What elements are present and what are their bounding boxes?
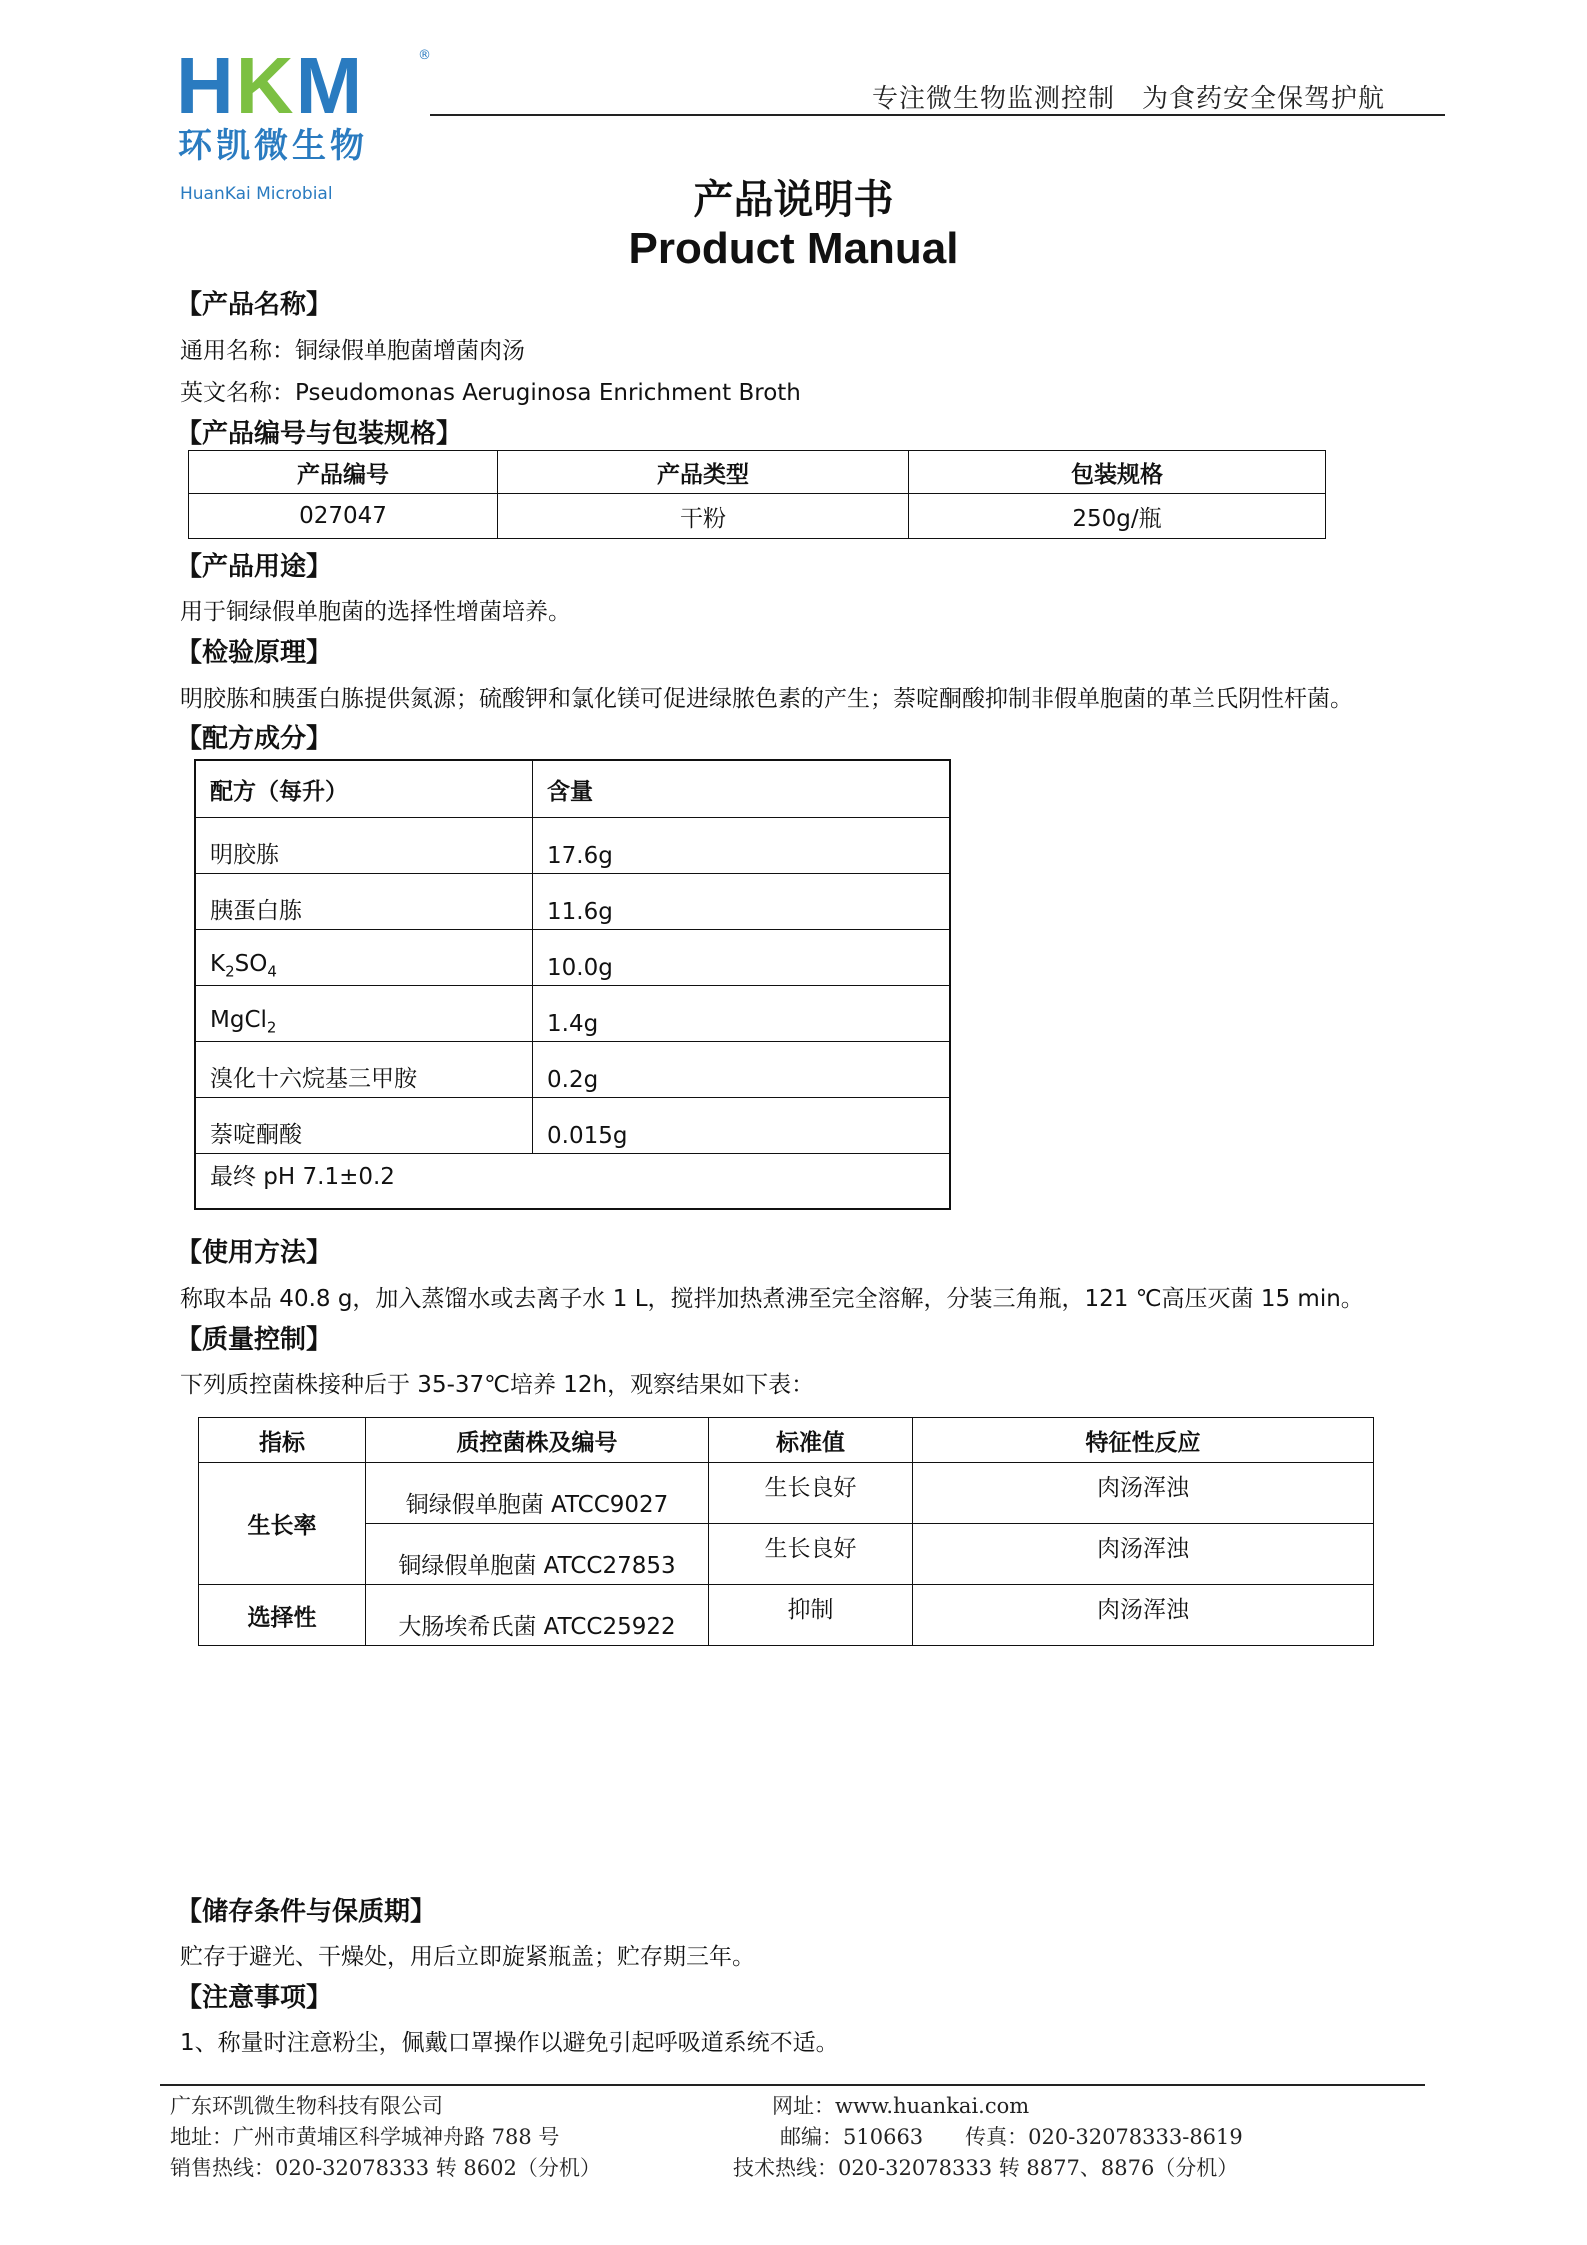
qc-strain: 铜绿假单胞菌 ATCC27853	[366, 1524, 709, 1585]
header-divider	[430, 114, 1445, 116]
qc-strain: 铜绿假单胞菌 ATCC9027	[366, 1463, 709, 1524]
principle-text: 明胶胨和胰蛋白胨提供氮源；硫酸钾和氯化镁可促进绿脓色素的产生；萘啶酮酸抑制非假单胞菌的革兰氏阴性杆菌。	[180, 686, 1353, 712]
formula-header-amount: 含量	[533, 760, 951, 818]
logo-chinese-name: 环凯微生物	[178, 126, 368, 166]
qc-standard: 抑制	[709, 1585, 913, 1646]
registered-mark: ®	[418, 48, 431, 63]
table-row	[195, 1098, 950, 1154]
qc-header-indicator: 指标	[199, 1418, 366, 1463]
ingredient-amount: 0.015g	[533, 1098, 951, 1154]
table-row	[199, 1585, 1374, 1646]
ingredient-name: 溴化十六烷基三甲胺	[195, 1042, 533, 1098]
footer-website: 网址：www.huankai.com	[772, 2094, 1030, 2118]
ingredient-name: MgCl$_2$	[195, 986, 533, 1042]
header-tagline: 专注微生物监测控制 为食药安全保驾护航	[872, 84, 1386, 114]
qc-header-reaction: 特征性反应	[913, 1418, 1374, 1463]
notes-text: 1、称量时注意粉尘，佩戴口罩操作以避免引起呼吸道系统不适。	[180, 2030, 839, 2056]
qc-reaction: 肉汤浑浊	[913, 1585, 1374, 1646]
section-formula: 【配方成分】	[176, 724, 333, 754]
qc-reaction: 肉汤浑浊	[913, 1463, 1374, 1524]
page-title-en: Product Manual	[628, 224, 959, 273]
footer-postcode-fax: 邮编：510663 传真：020-32078333-8619	[780, 2125, 1243, 2149]
table-row	[195, 930, 950, 986]
usage-text: 用于铜绿假单胞菌的选择性增菌培养。	[180, 599, 571, 625]
formula-table	[194, 759, 951, 1210]
qc-intro: 下列质控菌株接种后于 35-37℃培养 12h，观察结果如下表：	[180, 1372, 815, 1398]
qc-standard: 生长良好	[709, 1463, 913, 1524]
table-row	[195, 1042, 950, 1098]
common-name: 通用名称：铜绿假单胞菌增菌肉汤	[180, 338, 525, 364]
qc-table	[198, 1417, 1374, 1646]
ingredient-name: $K_2SO_4$	[195, 930, 533, 986]
formula-header-ingredient: 配方（每升）	[195, 760, 533, 818]
qc-header-strain: 质控菌株及编号	[366, 1418, 709, 1463]
ingredient-name: 萘啶酮酸	[195, 1098, 533, 1154]
company-logo	[176, 41, 436, 204]
footer-tech-hotline: 技术热线：020-32078333 转 8877、8876（分机）	[733, 2156, 1239, 2180]
qc-standard: 生长良好	[709, 1524, 913, 1585]
section-notes: 【注意事项】	[176, 1983, 333, 2013]
qc-strain: 大肠埃希氏菌 ATCC25922	[366, 1585, 709, 1646]
english-name: 英文名称：Pseudomonas Aeruginosa Enrichment Broth	[180, 380, 801, 406]
ingredient-amount: 17.6g	[533, 818, 951, 874]
qc-group-growth: 生长率	[199, 1463, 366, 1585]
ingredient-amount: 11.6g	[533, 874, 951, 930]
table-row	[199, 1463, 1374, 1524]
footer-address: 地址：广州市黄埔区科学城神舟路 788 号	[170, 2125, 560, 2149]
spec-header-type: 产品类型	[498, 451, 909, 494]
section-storage: 【储存条件与保质期】	[176, 1897, 437, 1927]
spec-type: 干粉	[498, 494, 909, 539]
section-spec: 【产品编号与包装规格】	[176, 419, 463, 449]
storage-text: 贮存于避光、干燥处，用后立即旋紧瓶盖；贮存期三年。	[180, 1944, 755, 1970]
ingredient-name: 胰蛋白胨	[195, 874, 533, 930]
table-row	[195, 1154, 950, 1210]
spec-code: 027047	[189, 494, 498, 539]
spec-header-package: 包装规格	[909, 451, 1326, 494]
table-row	[199, 1524, 1374, 1585]
ingredient-amount: 0.2g	[533, 1042, 951, 1098]
section-usage: 【产品用途】	[176, 552, 333, 582]
ingredient-amount: 1.4g	[533, 986, 951, 1042]
spec-package: 250g/瓶	[909, 494, 1326, 539]
section-product-name: 【产品名称】	[176, 290, 333, 320]
table-row	[195, 874, 950, 930]
qc-header-standard: 标准值	[709, 1418, 913, 1463]
spec-header-code: 产品编号	[189, 451, 498, 494]
footer-sales-hotline: 销售热线：020-32078333 转 8602（分机）	[170, 2156, 601, 2180]
ingredient-name: 明胶胨	[195, 818, 533, 874]
spec-table	[188, 450, 1326, 539]
table-row	[195, 818, 950, 874]
footer-company: 广东环凯微生物科技有限公司	[170, 2094, 443, 2118]
page-title-cn: 产品说明书	[693, 177, 894, 223]
qc-reaction: 肉汤浑浊	[913, 1524, 1374, 1585]
logo-english-name: HuanKai Microbial	[180, 184, 333, 204]
section-method: 【使用方法】	[176, 1238, 333, 1268]
final-ph: 最终 pH 7.1±0.2	[195, 1154, 950, 1210]
method-text: 称取本品 40.8 g，加入蒸馏水或去离子水 1 L，搅拌加热煮沸至完全溶解，分装三角瓶，121 ℃高压灭菌 15 min。	[180, 1286, 1364, 1312]
section-principle: 【检验原理】	[176, 638, 333, 668]
logo-mark: HKM	[176, 41, 365, 130]
section-qc: 【质量控制】	[176, 1325, 333, 1355]
qc-group-selectivity: 选择性	[199, 1585, 366, 1646]
footer-divider	[160, 2084, 1425, 2086]
table-row	[195, 986, 950, 1042]
ingredient-amount: 10.0g	[533, 930, 951, 986]
